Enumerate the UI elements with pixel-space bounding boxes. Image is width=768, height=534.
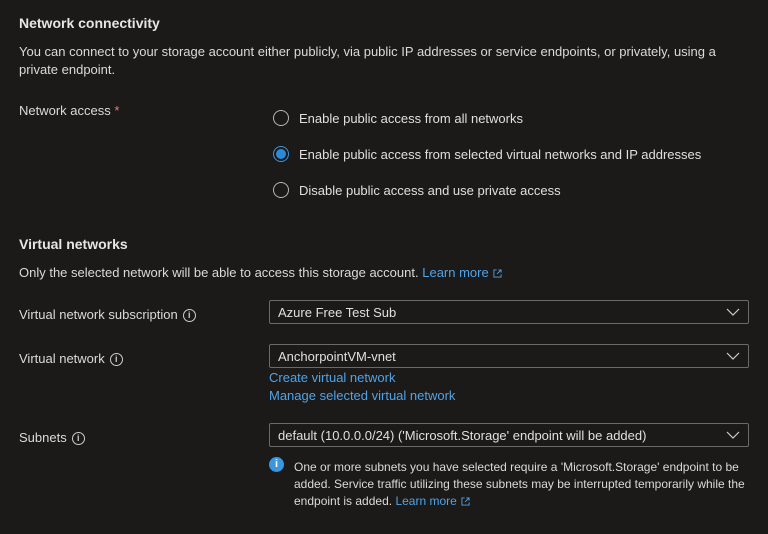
learn-more-text[interactable]: Learn more <box>422 265 489 280</box>
info-icon[interactable]: i <box>72 432 85 445</box>
info-message-line3 <box>294 494 470 508</box>
subnets-dropdown[interactable] <box>269 423 749 447</box>
subscription-label-text: Virtual network subscription <box>19 307 178 322</box>
info-icon[interactable]: i <box>110 353 123 366</box>
radio-label: Disable public access and use private access <box>299 182 561 198</box>
create-virtual-network-link[interactable]: Create virtual network <box>269 370 396 385</box>
chevron-down-icon <box>726 307 740 317</box>
radio-label: Enable public access from all networks <box>299 110 523 126</box>
description-text: Only the selected network will be able to access this storage account. <box>19 265 419 280</box>
virtual-network-label-text: Virtual network <box>19 351 105 366</box>
manage-virtual-network-link[interactable]: Manage selected virtual network <box>269 388 456 403</box>
virtual-networks-description <box>19 265 502 280</box>
subnets-label-text: Subnets <box>19 430 67 445</box>
chevron-down-icon <box>726 351 740 361</box>
required-marker: * <box>114 103 120 118</box>
subscription-dropdown[interactable] <box>269 300 749 324</box>
learn-more-link[interactable] <box>422 265 501 280</box>
info-icon[interactable]: i <box>183 309 196 322</box>
network-access-label-text: Network access <box>19 103 111 118</box>
subnets-label <box>19 430 85 445</box>
external-link-icon <box>461 497 470 506</box>
subscription-label <box>19 307 196 322</box>
radio-enable-all-networks[interactable] <box>273 110 523 126</box>
virtual-network-value: AnchorpointVM-vnet <box>278 348 396 364</box>
info-message-text: endpoint is added. <box>294 494 393 508</box>
subscription-value: Azure Free Test Sub <box>278 304 397 320</box>
virtual-network-label <box>19 351 123 366</box>
radio-circle-icon[interactable] <box>273 182 289 198</box>
info-message-line2: added. Service traffic utilizing these subnets may be interrupted temporarily while the <box>294 477 745 491</box>
network-access-label <box>19 103 119 118</box>
subnets-value: default (10.0.0.0/24) ('Microsoft.Storage' endpoint will be added) <box>278 427 647 443</box>
network-connectivity-description-line1: You can connect to your storage account either publicly, via public IP addresses or service endpoints, or privately, using a <box>19 44 716 59</box>
network-connectivity-description-line2: private endpoint. <box>19 62 116 77</box>
external-link-icon <box>493 269 502 278</box>
radio-checked-icon[interactable] <box>273 146 289 162</box>
section-title-virtual-networks: Virtual networks <box>19 236 128 252</box>
info-filled-icon: i <box>269 457 284 472</box>
chevron-down-icon <box>726 430 740 440</box>
info-message-line1: One or more subnets you have selected require a 'Microsoft.Storage' endpoint to be <box>294 460 739 474</box>
radio-enable-selected-networks[interactable] <box>273 146 701 162</box>
radio-circle-icon[interactable] <box>273 110 289 126</box>
virtual-network-dropdown[interactable] <box>269 344 749 368</box>
radio-disable-public-access[interactable] <box>273 182 561 198</box>
info-learn-more-link[interactable] <box>395 494 469 508</box>
learn-more-text[interactable]: Learn more <box>395 494 457 508</box>
section-title-network-connectivity: Network connectivity <box>19 15 160 31</box>
radio-label: Enable public access from selected virtual networks and IP addresses <box>299 146 702 162</box>
